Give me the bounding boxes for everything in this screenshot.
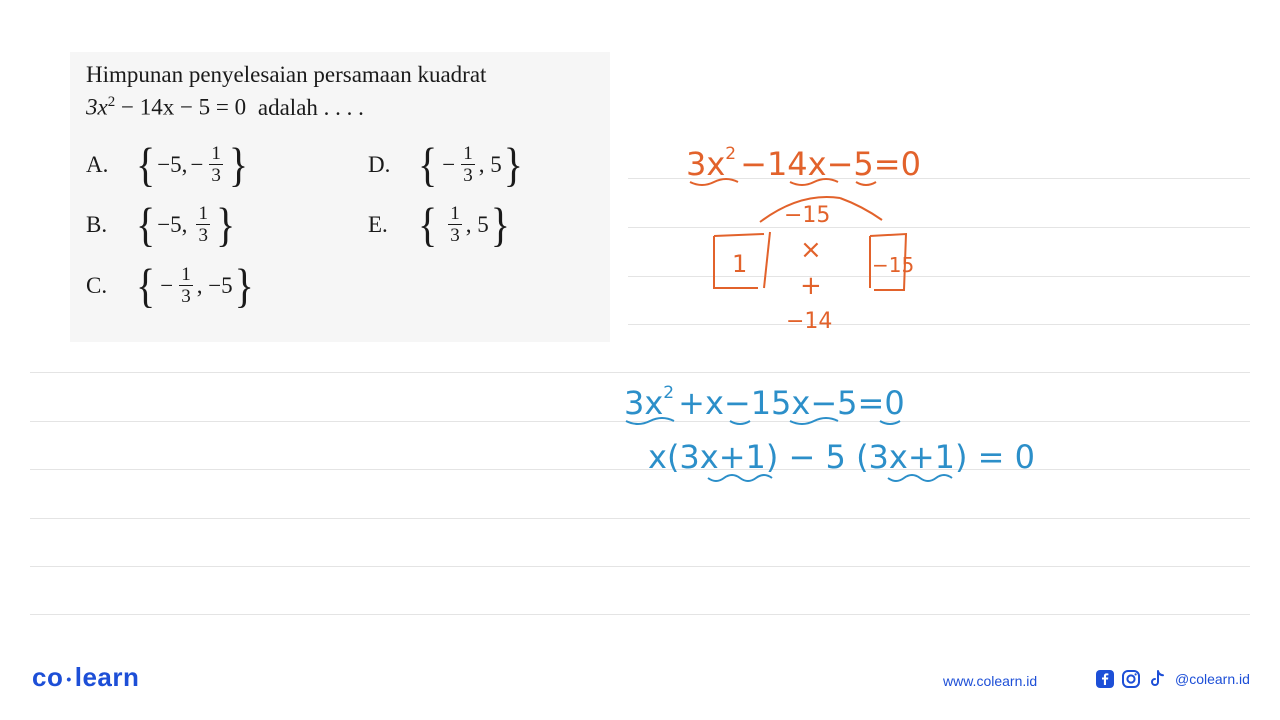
option-letter: A. xyxy=(86,151,109,177)
numerator: 1 xyxy=(198,203,208,224)
fraction-sign: − xyxy=(160,272,174,298)
hw-product: −15 xyxy=(784,203,831,228)
hw-eq2-rest: +x−15x−5=0 xyxy=(678,384,905,422)
social-handle[interactable]: @colearn.id xyxy=(1175,671,1250,687)
brace-open: { xyxy=(418,136,438,191)
fraction-sign: − xyxy=(190,151,204,177)
brace-close: } xyxy=(503,136,523,191)
question-line-1: Himpunan penyelesaian persamaan kuadrat xyxy=(86,62,487,87)
option-value: −5, xyxy=(157,151,188,177)
social-links xyxy=(1095,669,1250,689)
numerator: 1 xyxy=(450,203,460,224)
hw-equation-2 xyxy=(624,383,905,422)
option-letter: C. xyxy=(86,272,108,298)
brace-open: { xyxy=(418,196,438,251)
website-link[interactable]: www.colearn.id xyxy=(943,673,1038,689)
denominator: 3 xyxy=(450,225,460,246)
denominator: 3 xyxy=(198,225,208,246)
tiktok-icon[interactable] xyxy=(1147,669,1167,689)
logo-dot-icon: • xyxy=(66,671,72,688)
fraction-sign: − xyxy=(442,151,456,177)
numerator: 1 xyxy=(463,143,473,164)
equation-coef: 3x xyxy=(86,94,108,120)
denominator: 3 xyxy=(181,286,191,307)
hw-eq1-base: 3x xyxy=(686,145,726,183)
numerator: 1 xyxy=(181,264,191,285)
hw-eq1-exponent: 2 xyxy=(725,144,737,164)
option-value: −5, xyxy=(157,211,188,237)
question-tail: adalah . . . . xyxy=(257,94,364,120)
brace-close: } xyxy=(490,196,510,251)
hw-eq2-exponent: 2 xyxy=(663,383,675,403)
brace-open: { xyxy=(136,136,156,191)
facebook-icon[interactable] xyxy=(1095,669,1115,689)
hw-equation-3: x(3x+1) − 5 (3x+1) = 0 xyxy=(648,438,1036,476)
hw-eq2-base: 3x xyxy=(624,384,664,422)
brace-close: } xyxy=(234,257,254,312)
option-letter: B. xyxy=(86,211,108,237)
brace-close: } xyxy=(215,196,236,251)
hw-sum: −14 xyxy=(786,309,833,334)
brace-open: { xyxy=(136,257,156,312)
colearn-logo[interactable] xyxy=(32,662,139,693)
option-letter: E. xyxy=(368,211,388,237)
denominator: 3 xyxy=(463,165,473,186)
hw-plus: + xyxy=(800,271,822,301)
brace-close: } xyxy=(228,136,249,191)
numerator: 1 xyxy=(211,143,221,164)
denominator: 3 xyxy=(211,165,221,186)
option-value: , 5 xyxy=(478,151,502,177)
equation-exponent: 2 xyxy=(107,94,116,110)
option-letter: D. xyxy=(368,151,391,177)
option-value: , −5 xyxy=(196,272,233,298)
hw-branch xyxy=(840,198,882,220)
hw-box-left xyxy=(764,232,770,288)
logo-right: learn xyxy=(74,662,140,692)
hw-equation-1 xyxy=(686,144,921,183)
hw-factor-left: 1 xyxy=(732,250,748,278)
instagram-icon[interactable] xyxy=(1121,669,1141,689)
brace-open: { xyxy=(136,196,156,251)
hw-eq1-rest: −14x−5=0 xyxy=(740,145,921,183)
option-value: , 5 xyxy=(465,211,489,237)
equation-rest: − 14x − 5 = 0 xyxy=(115,94,247,120)
logo-left: co xyxy=(32,662,64,692)
hw-factor-right: −15 xyxy=(872,253,915,277)
hw-times: × xyxy=(800,235,822,265)
